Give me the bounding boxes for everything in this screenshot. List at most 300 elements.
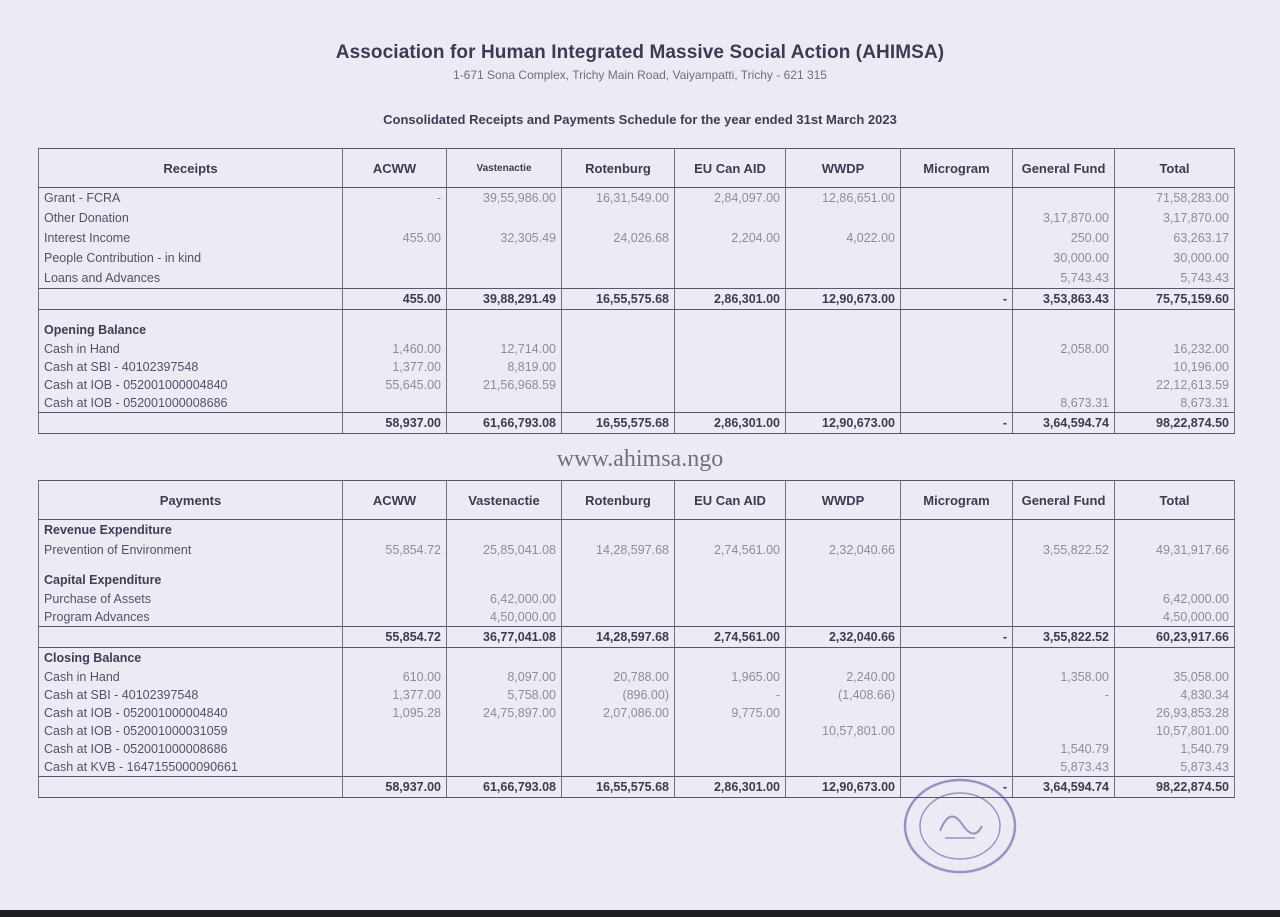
amount-cell: 4,50,000.00 — [447, 608, 562, 627]
amount-cell — [447, 268, 562, 289]
amount-cell: 39,55,986.00 — [447, 188, 562, 209]
empty-cell — [901, 648, 1013, 669]
row-label: People Contribution - in kind — [39, 248, 343, 268]
amount-cell: - — [675, 686, 786, 704]
amount-cell: 3,55,822.52 — [1013, 540, 1115, 560]
section-title: Closing Balance — [39, 648, 343, 669]
payments-total-row — [39, 777, 1235, 798]
receipt-row — [39, 268, 1235, 289]
amount-cell: 8,819.00 — [447, 358, 562, 376]
amount-cell — [562, 394, 675, 413]
column-header: Vastenactie — [447, 481, 562, 520]
empty-cell — [675, 648, 786, 669]
empty-cell — [1013, 310, 1115, 321]
amount-cell: 55,854.72 — [343, 540, 447, 560]
amount-cell — [562, 268, 675, 289]
spacer-row — [39, 560, 1235, 570]
row-label: Program Advances — [39, 608, 343, 627]
amount-cell — [786, 758, 901, 777]
amount-cell: 3,55,822.52 — [1013, 627, 1115, 648]
amount-cell — [343, 208, 447, 228]
amount-cell — [901, 758, 1013, 777]
organization-seal-stamp — [900, 776, 1020, 876]
empty-cell — [343, 310, 447, 321]
row-label — [39, 777, 343, 798]
amount-cell: 39,88,291.49 — [447, 289, 562, 310]
row-label: Cash at IOB - 052001000031059 — [39, 722, 343, 740]
empty-cell — [447, 570, 562, 590]
amount-cell: 12,714.00 — [447, 340, 562, 358]
closing-balance-row — [39, 740, 1235, 758]
amount-cell: 12,86,651.00 — [786, 188, 901, 209]
amount-cell: 2,32,040.66 — [786, 627, 901, 648]
row-label: Cash at SBI - 40102397548 — [39, 686, 343, 704]
receipt-row — [39, 188, 1235, 209]
closing-balance-title — [39, 648, 1235, 669]
column-header: General Fund — [1013, 149, 1115, 188]
opening-balance-row — [39, 340, 1235, 358]
amount-cell — [1013, 722, 1115, 740]
amount-cell: 6,42,000.00 — [1115, 590, 1235, 608]
empty-cell — [675, 560, 786, 570]
amount-cell — [901, 722, 1013, 740]
amount-cell: 55,854.72 — [343, 627, 447, 648]
column-header: WWDP — [786, 481, 901, 520]
section-title: Capital Expenditure — [39, 570, 343, 590]
empty-cell — [447, 310, 562, 321]
amount-cell — [1013, 608, 1115, 627]
amount-cell: 1,095.28 — [343, 704, 447, 722]
opening-balance-row — [39, 358, 1235, 376]
amount-cell — [786, 704, 901, 722]
amount-cell: 5,743.43 — [1013, 268, 1115, 289]
column-header: Receipts — [39, 149, 343, 188]
amount-cell: 12,90,673.00 — [786, 777, 901, 798]
receipts-total-row — [39, 413, 1235, 434]
amount-cell — [343, 268, 447, 289]
empty-cell — [1115, 570, 1235, 590]
amount-cell: 6,42,000.00 — [447, 590, 562, 608]
amount-cell: 8,673.31 — [1013, 394, 1115, 413]
row-label: Loans and Advances — [39, 268, 343, 289]
amount-cell — [562, 722, 675, 740]
empty-cell — [39, 560, 343, 570]
amount-cell: 1,377.00 — [343, 686, 447, 704]
column-header: ACWW — [343, 481, 447, 520]
empty-cell — [1115, 320, 1235, 340]
row-label: Grant - FCRA — [39, 188, 343, 209]
amount-cell: 16,55,575.68 — [562, 413, 675, 434]
amount-cell — [901, 268, 1013, 289]
amount-cell — [562, 208, 675, 228]
row-label: Cash at IOB - 052001000008686 — [39, 740, 343, 758]
empty-cell — [1013, 648, 1115, 669]
amount-cell — [786, 608, 901, 627]
row-label: Purchase of Assets — [39, 590, 343, 608]
amount-cell — [447, 248, 562, 268]
amount-cell: 2,74,561.00 — [675, 540, 786, 560]
opening-balance-row — [39, 376, 1235, 394]
empty-cell — [1115, 520, 1235, 541]
opening-balance-title — [39, 320, 1235, 340]
empty-cell — [447, 648, 562, 669]
amount-cell: 61,66,793.08 — [447, 777, 562, 798]
empty-cell — [901, 310, 1013, 321]
empty-cell — [901, 570, 1013, 590]
amount-cell: 32,305.49 — [447, 228, 562, 248]
closing-balance-row — [39, 722, 1235, 740]
amount-cell: 5,873.43 — [1115, 758, 1235, 777]
amount-cell — [786, 248, 901, 268]
empty-cell — [343, 520, 447, 541]
amount-cell — [901, 540, 1013, 560]
amount-cell: 1,540.79 — [1013, 740, 1115, 758]
scan-bottom-edge — [0, 910, 1280, 917]
amount-cell: 58,937.00 — [343, 777, 447, 798]
amount-cell: 98,22,874.50 — [1115, 413, 1235, 434]
amount-cell — [786, 268, 901, 289]
amount-cell: 14,28,597.68 — [562, 627, 675, 648]
empty-cell — [1013, 570, 1115, 590]
amount-cell: 3,17,870.00 — [1013, 208, 1115, 228]
empty-cell — [1115, 310, 1235, 321]
empty-cell — [39, 310, 343, 321]
receipt-row — [39, 208, 1235, 228]
amount-cell — [1013, 358, 1115, 376]
amount-cell — [675, 722, 786, 740]
amount-cell: 610.00 — [343, 668, 447, 686]
row-label: Cash in Hand — [39, 340, 343, 358]
amount-cell — [901, 188, 1013, 209]
amount-cell — [901, 668, 1013, 686]
amount-cell: 455.00 — [343, 289, 447, 310]
column-header: EU Can AID — [675, 149, 786, 188]
column-header: General Fund — [1013, 481, 1115, 520]
amount-cell — [1013, 704, 1115, 722]
row-label: Prevention of Environment — [39, 540, 343, 560]
amount-cell — [675, 340, 786, 358]
row-label: Interest Income — [39, 228, 343, 248]
amount-cell: 4,50,000.00 — [1115, 608, 1235, 627]
amount-cell: 30,000.00 — [1013, 248, 1115, 268]
amount-cell — [786, 590, 901, 608]
amount-cell: 3,53,863.43 — [1013, 289, 1115, 310]
amount-cell: 3,17,870.00 — [1115, 208, 1235, 228]
amount-cell: 61,66,793.08 — [447, 413, 562, 434]
amount-cell — [675, 208, 786, 228]
empty-cell — [675, 320, 786, 340]
amount-cell — [1013, 590, 1115, 608]
empty-cell — [343, 648, 447, 669]
amount-cell: 10,196.00 — [1115, 358, 1235, 376]
amount-cell: 2,86,301.00 — [675, 777, 786, 798]
amount-cell: 8,097.00 — [447, 668, 562, 686]
amount-cell: 1,377.00 — [343, 358, 447, 376]
amount-cell: 16,55,575.68 — [562, 777, 675, 798]
organization-title: Association for Human Integrated Massive Social Action (AHIMSA) — [335, 42, 945, 63]
column-header: Microgram — [901, 149, 1013, 188]
amount-cell: 16,55,575.68 — [562, 289, 675, 310]
empty-cell — [562, 320, 675, 340]
amount-cell — [562, 340, 675, 358]
amount-cell: 21,56,968.59 — [447, 376, 562, 394]
amount-cell: - — [901, 627, 1013, 648]
schedule-title: Consolidated Receipts and Payments Schedule for the year ended 31st March 2023 — [383, 112, 897, 127]
empty-cell — [786, 320, 901, 340]
amount-cell: 98,22,874.50 — [1115, 777, 1235, 798]
amount-cell: 2,86,301.00 — [675, 289, 786, 310]
amount-cell — [562, 248, 675, 268]
amount-cell — [343, 740, 447, 758]
opening-balance-row — [39, 394, 1235, 413]
amount-cell — [901, 248, 1013, 268]
amount-cell — [901, 376, 1013, 394]
revenue-expenditure-title — [39, 520, 1235, 541]
amount-cell — [901, 228, 1013, 248]
row-label — [39, 289, 343, 310]
amount-cell: 8,673.31 — [1115, 394, 1235, 413]
amount-cell — [786, 394, 901, 413]
payments-body — [39, 520, 1235, 798]
amount-cell: 30,000.00 — [1115, 248, 1235, 268]
empty-cell — [786, 310, 901, 321]
amount-cell — [901, 740, 1013, 758]
amount-cell — [901, 358, 1013, 376]
amount-cell — [343, 248, 447, 268]
column-header: Payments — [39, 481, 343, 520]
amount-cell — [901, 608, 1013, 627]
amount-cell: 10,57,801.00 — [1115, 722, 1235, 740]
amount-cell: 4,830.34 — [1115, 686, 1235, 704]
closing-balance-row — [39, 704, 1235, 722]
amount-cell: 2,32,040.66 — [786, 540, 901, 560]
amount-cell — [343, 394, 447, 413]
column-header: Vastenactie — [447, 149, 562, 188]
amount-cell — [786, 358, 901, 376]
amount-cell: - — [343, 188, 447, 209]
amount-cell — [675, 740, 786, 758]
amount-cell: - — [901, 777, 1013, 798]
amount-cell — [675, 758, 786, 777]
row-label: Cash at IOB - 052001000008686 — [39, 394, 343, 413]
capital-expenditure-title — [39, 570, 1235, 590]
row-label — [39, 413, 343, 434]
empty-cell — [1013, 560, 1115, 570]
row-label: Cash at KVB - 1647155000090661 — [39, 758, 343, 777]
section-title: Revenue Expenditure — [39, 520, 343, 541]
amount-cell: - — [901, 413, 1013, 434]
empty-cell — [1115, 648, 1235, 669]
amount-cell: 35,058.00 — [1115, 668, 1235, 686]
amount-cell: 4,022.00 — [786, 228, 901, 248]
amount-cell — [447, 722, 562, 740]
amount-cell — [675, 376, 786, 394]
amount-cell — [675, 394, 786, 413]
amount-cell: 2,240.00 — [786, 668, 901, 686]
column-header: Rotenburg — [562, 149, 675, 188]
empty-cell — [786, 520, 901, 541]
receipt-row — [39, 248, 1235, 268]
amount-cell: 1,540.79 — [1115, 740, 1235, 758]
amount-cell: 9,775.00 — [675, 704, 786, 722]
empty-cell — [901, 320, 1013, 340]
payments-table — [38, 480, 1235, 798]
closing-balance-row — [39, 758, 1235, 777]
closing-balance-row — [39, 668, 1235, 686]
amount-cell — [901, 686, 1013, 704]
empty-cell — [1013, 320, 1115, 340]
amount-cell — [901, 590, 1013, 608]
empty-cell — [447, 320, 562, 340]
amount-cell: 2,204.00 — [675, 228, 786, 248]
amount-cell: 1,460.00 — [343, 340, 447, 358]
amount-cell — [343, 590, 447, 608]
amount-cell: (1,408.66) — [786, 686, 901, 704]
empty-cell — [343, 560, 447, 570]
amount-cell: 3,64,594.74 — [1013, 777, 1115, 798]
amount-cell — [675, 248, 786, 268]
row-label — [39, 627, 343, 648]
empty-cell — [562, 310, 675, 321]
empty-cell — [562, 520, 675, 541]
amount-cell — [786, 376, 901, 394]
column-header: Microgram — [901, 481, 1013, 520]
section-title: Opening Balance — [39, 320, 343, 340]
receipts-header-row — [39, 149, 1235, 188]
amount-cell — [786, 340, 901, 358]
amount-cell: 71,58,283.00 — [1115, 188, 1235, 209]
amount-cell: 58,937.00 — [343, 413, 447, 434]
column-header: WWDP — [786, 149, 901, 188]
empty-cell — [447, 560, 562, 570]
amount-cell: 2,74,561.00 — [675, 627, 786, 648]
column-header: Total — [1115, 481, 1235, 520]
receipts-body — [39, 188, 1235, 434]
amount-cell: 55,645.00 — [343, 376, 447, 394]
receipts-table — [38, 148, 1235, 434]
amount-cell: 36,77,041.08 — [447, 627, 562, 648]
amount-cell — [901, 704, 1013, 722]
amount-cell — [447, 740, 562, 758]
amount-cell: 24,75,897.00 — [447, 704, 562, 722]
empty-cell — [901, 560, 1013, 570]
amount-cell: 14,28,597.68 — [562, 540, 675, 560]
amount-cell: - — [1013, 686, 1115, 704]
amount-cell — [675, 608, 786, 627]
amount-cell — [343, 758, 447, 777]
empty-cell — [447, 520, 562, 541]
amount-cell: 16,232.00 — [1115, 340, 1235, 358]
amount-cell — [901, 208, 1013, 228]
capital-row — [39, 590, 1235, 608]
amount-cell: 25,85,041.08 — [447, 540, 562, 560]
row-label: Cash in Hand — [39, 668, 343, 686]
amount-cell — [901, 340, 1013, 358]
organization-address: 1-671 Sona Complex, Trichy Main Road, Vaiyampatti, Trichy - 621 315 — [453, 68, 827, 82]
amount-cell: 20,788.00 — [562, 668, 675, 686]
amount-cell: 2,07,086.00 — [562, 704, 675, 722]
empty-cell — [343, 570, 447, 590]
website-watermark: www.ahimsa.ngo — [556, 446, 724, 472]
empty-cell — [562, 648, 675, 669]
amount-cell — [675, 590, 786, 608]
column-header: Rotenburg — [562, 481, 675, 520]
amount-cell — [562, 758, 675, 777]
amount-cell: 22,12,613.59 — [1115, 376, 1235, 394]
amount-cell: 2,86,301.00 — [675, 413, 786, 434]
closing-balance-row — [39, 686, 1235, 704]
amount-cell — [562, 376, 675, 394]
empty-cell — [786, 560, 901, 570]
empty-cell — [675, 570, 786, 590]
amount-cell — [675, 268, 786, 289]
amount-cell: 1,965.00 — [675, 668, 786, 686]
amount-cell: 3,64,594.74 — [1013, 413, 1115, 434]
empty-cell — [1013, 520, 1115, 541]
receipt-row — [39, 228, 1235, 248]
amount-cell: 10,57,801.00 — [786, 722, 901, 740]
amount-cell: 5,758.00 — [447, 686, 562, 704]
amount-cell: 12,90,673.00 — [786, 289, 901, 310]
amount-cell — [343, 608, 447, 627]
column-header: EU Can AID — [675, 481, 786, 520]
amount-cell — [675, 358, 786, 376]
amount-cell — [562, 608, 675, 627]
amount-cell: 250.00 — [1013, 228, 1115, 248]
spacer-row — [39, 310, 1235, 321]
empty-cell — [786, 570, 901, 590]
amount-cell: 5,743.43 — [1115, 268, 1235, 289]
amount-cell — [786, 740, 901, 758]
amount-cell: 16,31,549.00 — [562, 188, 675, 209]
amount-cell: 2,84,097.00 — [675, 188, 786, 209]
amount-cell — [343, 722, 447, 740]
payments-subtotal-row — [39, 627, 1235, 648]
amount-cell — [447, 208, 562, 228]
amount-cell — [1013, 376, 1115, 394]
empty-cell — [562, 560, 675, 570]
amount-cell: 75,75,159.60 — [1115, 289, 1235, 310]
empty-cell — [1115, 560, 1235, 570]
capital-row — [39, 608, 1235, 627]
amount-cell — [562, 740, 675, 758]
row-label: Cash at SBI - 40102397548 — [39, 358, 343, 376]
empty-cell — [901, 520, 1013, 541]
amount-cell: 12,90,673.00 — [786, 413, 901, 434]
empty-cell — [675, 520, 786, 541]
amount-cell: 2,058.00 — [1013, 340, 1115, 358]
amount-cell: 1,358.00 — [1013, 668, 1115, 686]
column-header: ACWW — [343, 149, 447, 188]
row-label: Cash at IOB - 052001000004840 — [39, 376, 343, 394]
payments-header-row — [39, 481, 1235, 520]
amount-cell: 455.00 — [343, 228, 447, 248]
empty-cell — [562, 570, 675, 590]
revenue-row — [39, 540, 1235, 560]
amount-cell — [786, 208, 901, 228]
amount-cell — [901, 394, 1013, 413]
amount-cell — [447, 758, 562, 777]
row-label: Cash at IOB - 052001000004840 — [39, 704, 343, 722]
amount-cell — [1013, 188, 1115, 209]
amount-cell: 60,23,917.66 — [1115, 627, 1235, 648]
amount-cell — [447, 394, 562, 413]
amount-cell: 49,31,917.66 — [1115, 540, 1235, 560]
empty-cell — [786, 648, 901, 669]
amount-cell: 5,873.43 — [1013, 758, 1115, 777]
column-header: Total — [1115, 149, 1235, 188]
amount-cell: - — [901, 289, 1013, 310]
